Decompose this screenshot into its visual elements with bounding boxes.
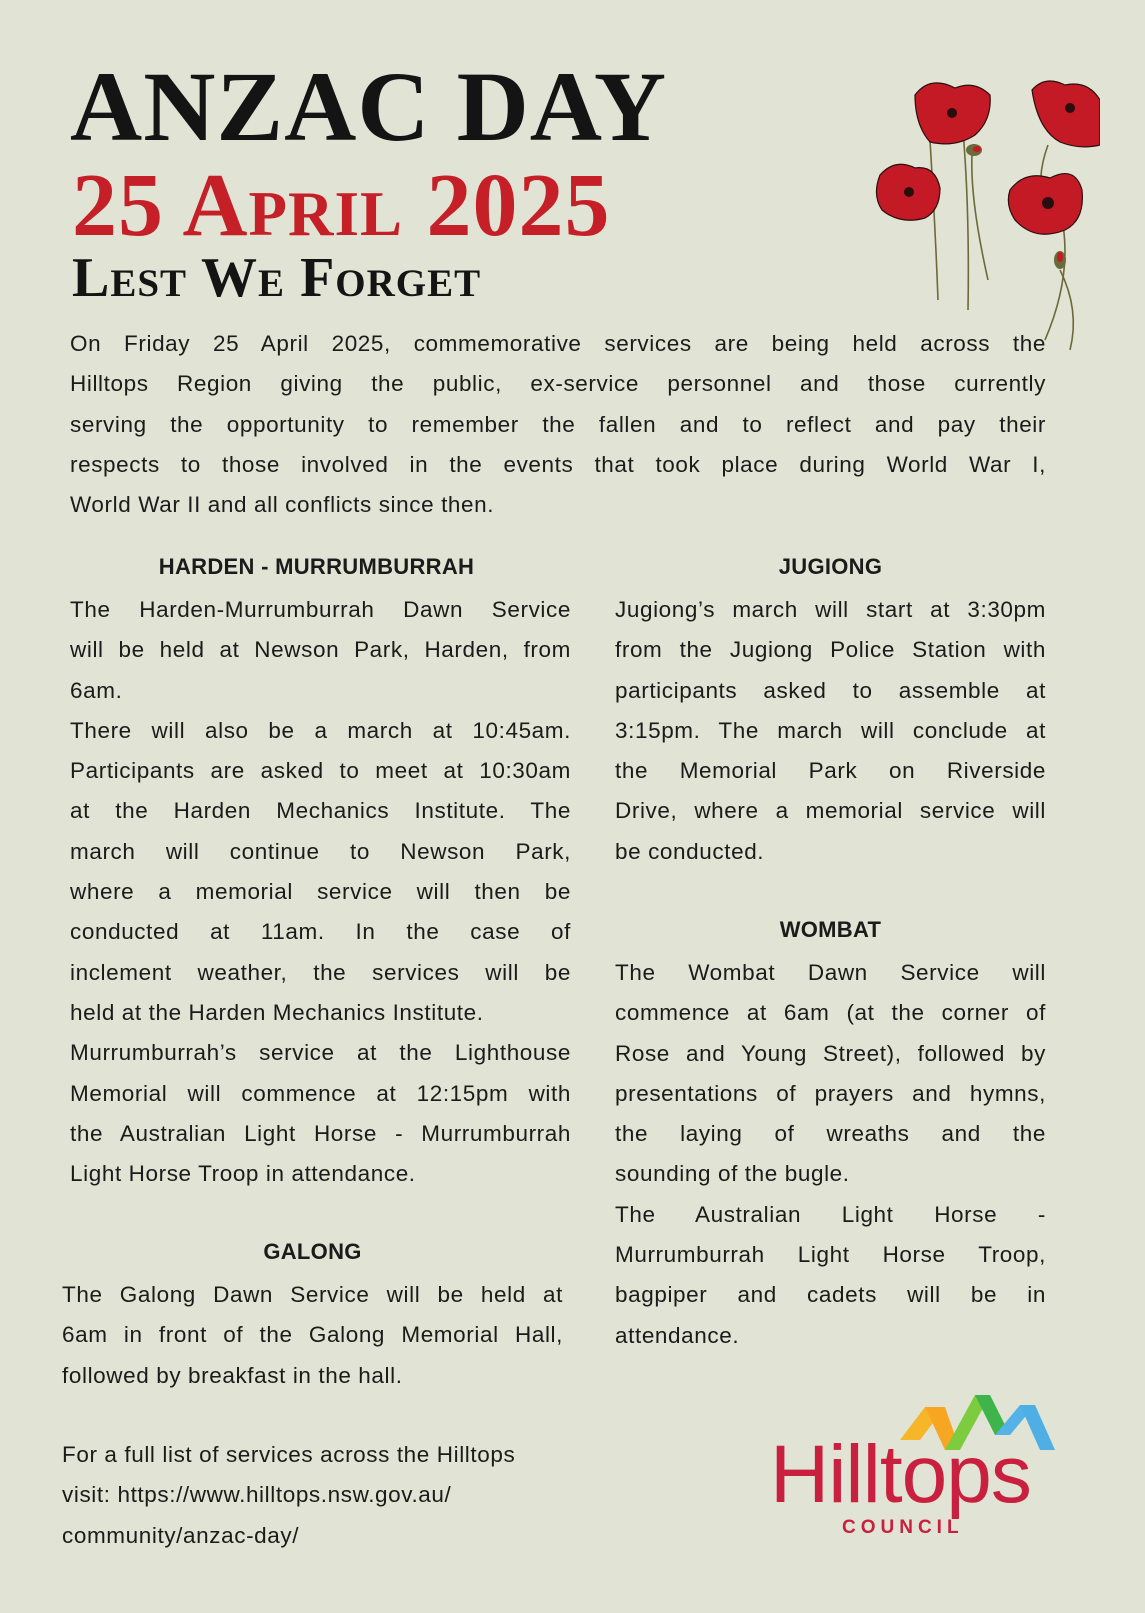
poppies-illustration	[860, 70, 1100, 360]
paragraph	[615, 1195, 1046, 1356]
text-line: commence at 6am (at the corner of	[615, 1000, 1046, 1026]
title: ANZAC DAY	[70, 51, 668, 162]
text-line: community/anzac-day/	[62, 1522, 300, 1548]
section-harden	[70, 552, 571, 1194]
section-heading: HARDEN - MURRUMBURRAH	[158, 554, 475, 579]
text-line: the Australian Light Horse - Murrumburrah	[70, 1120, 571, 1146]
text-line: bagpiper and cadets will be in	[615, 1282, 1046, 1308]
text-line: sounding of the bugle.	[615, 1161, 850, 1187]
text-line: Murrumburrah’s service at the Lighthouse	[70, 1040, 571, 1066]
paragraph	[62, 1275, 563, 1396]
paragraph	[615, 953, 1046, 1195]
text-line: On Friday 25 April 2025, commemorative services are being held across the	[70, 331, 1046, 356]
text-line: from the Jugiong Police Station with	[615, 637, 1046, 663]
text-line: Jugiong’s march will start at 3:30pm	[615, 597, 1046, 622]
text-line: Rose and Young Street), followed by	[615, 1040, 1046, 1066]
footer-info	[62, 1435, 582, 1556]
section-jugiong	[615, 552, 1046, 872]
text-line: 3:15pm. The march will conclude at	[615, 717, 1046, 743]
text-line: World War II and all conflicts since then.	[70, 492, 495, 518]
paragraph	[615, 590, 1046, 872]
text-line: There will also be a march at 10:45am.	[70, 717, 571, 743]
text-line: respects to those involved in the events that took place during World War I,	[70, 451, 1046, 477]
text-line: The Galong Dawn Service will be held at	[62, 1282, 563, 1307]
section-galong	[62, 1237, 563, 1396]
text-line: Memorial will commence at 12:15pm with	[70, 1080, 571, 1106]
text-line: Participants are asked to meet at 10:30am	[70, 758, 571, 784]
logo-name: Hilltops	[770, 1429, 1031, 1520]
text-line: held at the Harden Mechanics Institute.	[70, 999, 484, 1025]
text-line: serving the opportunity to remember the fallen and to reflect and pay their	[70, 411, 1046, 437]
section-wombat	[615, 915, 1046, 1356]
text-line[interactable]: visit: https://www.hilltops.nsw.gov.au/	[62, 1482, 452, 1508]
text-line: attendance.	[615, 1322, 740, 1348]
text-line: conducted at 11am. In the case of	[70, 919, 571, 945]
text-line: participants asked to assemble at	[615, 677, 1046, 703]
text-line: For a full list of services across the Hilltops	[62, 1442, 516, 1467]
text-line: The Wombat Dawn Service will	[615, 960, 1046, 985]
text-line: where a memorial service will then be	[70, 879, 571, 905]
section-heading: GALONG	[263, 1239, 362, 1264]
text-line: followed by breakfast in the hall.	[62, 1362, 403, 1388]
text-line: the Memorial Park on Riverside	[615, 758, 1046, 784]
text-line: Drive, where a memorial service will	[615, 798, 1046, 824]
text-line: Light Horse Troop in attendance.	[70, 1161, 416, 1187]
subtitle: Lest We Forget	[72, 247, 482, 309]
text-line: 6am in front of the Galong Memorial Hall,	[62, 1322, 563, 1348]
text-line: the laying of wreaths and the	[615, 1121, 1046, 1147]
event-date: 25 April 2025	[72, 156, 611, 255]
text-line: 6am.	[70, 677, 123, 703]
text-line: at the Harden Mechanics Institute. The	[70, 798, 571, 824]
text-line: presentations of prayers and hymns,	[615, 1080, 1046, 1106]
text-line: will be held at Newson Park, Harden, from	[70, 637, 571, 663]
paragraph	[70, 1033, 571, 1194]
text-line: march will continue to Newson Park,	[70, 838, 571, 864]
paragraph	[70, 711, 571, 1033]
intro-paragraph	[70, 324, 1046, 525]
text-line: Murrumburrah Light Horse Troop,	[615, 1242, 1046, 1268]
section-heading: WOMBAT	[779, 917, 882, 942]
section-heading: JUGIONG	[778, 554, 883, 579]
text-line: inclement weather, the services will be	[70, 959, 571, 985]
text-line: Hilltops Region giving the public, ex-service personnel and those currently	[70, 371, 1046, 397]
text-line: be conducted.	[615, 838, 765, 864]
paragraph	[70, 590, 571, 711]
logo-subtitle: COUNCIL	[842, 1517, 964, 1538]
text-line: The Australian Light Horse -	[615, 1201, 1046, 1227]
text-line: The Harden-Murrumburrah Dawn Service	[70, 597, 571, 622]
hilltops-council-logo	[770, 1395, 1070, 1545]
